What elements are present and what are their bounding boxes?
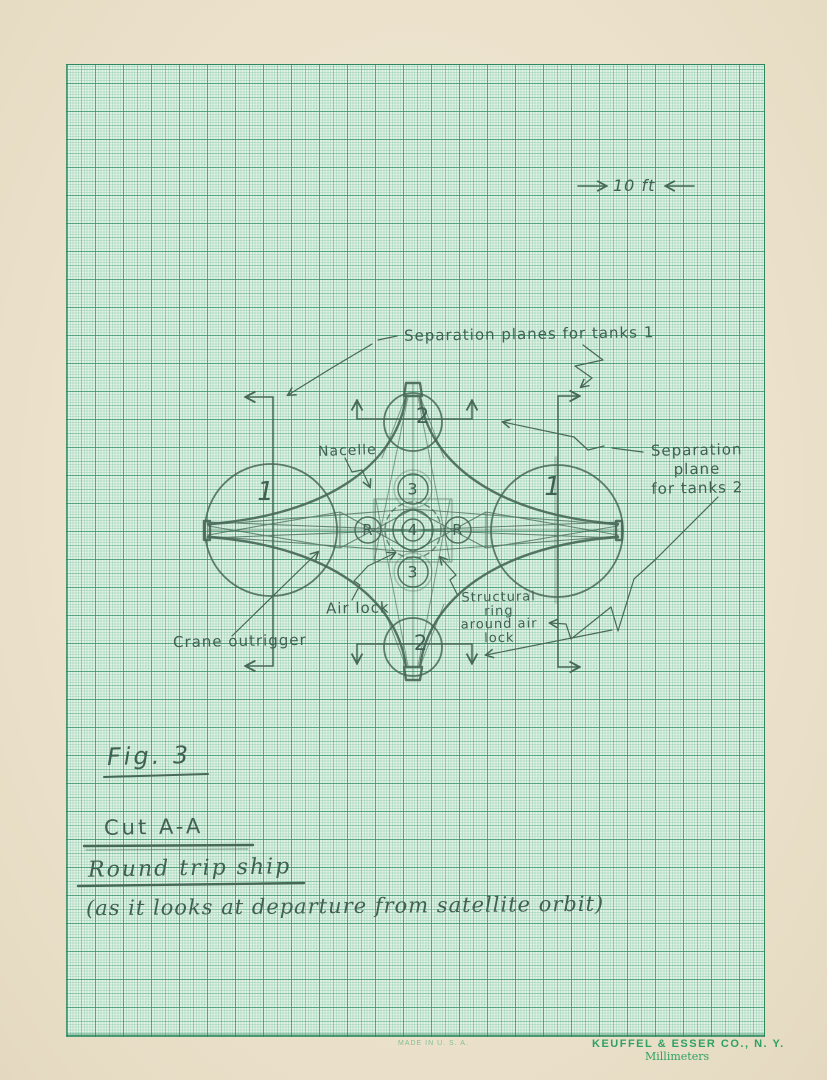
label-separation-tanks2-line2: plane bbox=[673, 459, 721, 479]
label-separation-tanks2-line1: Separation bbox=[650, 440, 743, 460]
part-number-tank2-top: 2 bbox=[415, 404, 431, 428]
label-structural-ring bbox=[447, 590, 552, 646]
drawing-title: Round trip ship bbox=[87, 854, 292, 883]
part-number-tank3-bottom: 3 bbox=[407, 562, 419, 582]
part-number-tank3-top: 3 bbox=[407, 479, 419, 499]
label-separation-tanks2-line3: for tanks 2 bbox=[651, 478, 744, 498]
label-structural-ring-line1: Structural bbox=[461, 589, 536, 606]
label-nacelle: Nacelle bbox=[317, 441, 378, 461]
paper-type-label: Millimeters bbox=[645, 1050, 710, 1063]
manufacturer-label: KEUFFEL & ESSER CO., N. Y. bbox=[592, 1038, 785, 1050]
part-number-tank1-right: 1 bbox=[544, 472, 562, 502]
scale-label: 10 ft bbox=[613, 176, 656, 195]
part-letter-reactor-left: R bbox=[362, 521, 374, 539]
label-crane-outrigger: Crane outrigger bbox=[172, 630, 307, 652]
label-structural-ring-line3: around air lock bbox=[460, 616, 538, 646]
part-number-tank2-bottom: 2 bbox=[413, 631, 429, 655]
drawing-subtitle: (as it looks at departure from satellite orbit) bbox=[85, 891, 605, 921]
label-air-lock: Air lock bbox=[325, 598, 390, 618]
part-number-tank1-left: 1 bbox=[257, 477, 275, 507]
part-number-center-cabin: 4 bbox=[407, 521, 419, 539]
made-in-label: MADE IN U. S. A. bbox=[398, 1040, 469, 1047]
label-structural-ring-line2: ring bbox=[484, 603, 514, 619]
part-letter-reactor-right: R bbox=[452, 521, 464, 539]
label-separation-tanks1: Separation planes for tanks 1 bbox=[403, 323, 655, 345]
label-separation-tanks2 bbox=[641, 440, 754, 499]
cut-label: Cut A-A bbox=[103, 814, 204, 840]
figure-number: Fig. 3 bbox=[106, 740, 192, 772]
